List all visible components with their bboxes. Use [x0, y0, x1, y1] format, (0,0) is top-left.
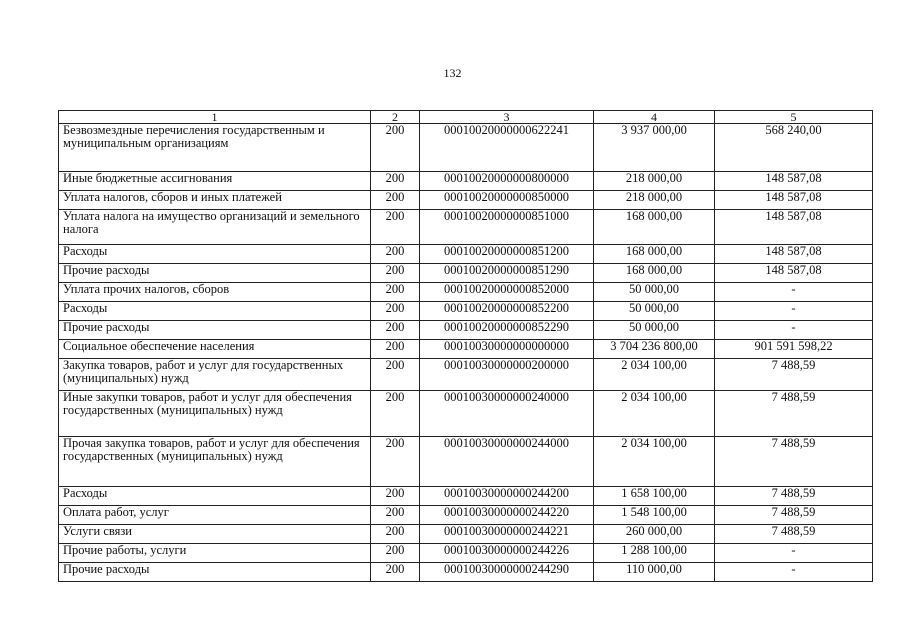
row-fact: 148 587,08 — [715, 210, 873, 245]
table-row — [59, 563, 873, 582]
row-code: 00010020000000852290 — [420, 321, 594, 340]
row-code: 00010030000000244226 — [420, 544, 594, 563]
row-code: 00010020000000851000 — [420, 210, 594, 245]
row-code: 00010020000000852200 — [420, 302, 594, 321]
row-code: 00010030000000240000 — [420, 391, 594, 437]
row-plan: 2 034 100,00 — [594, 359, 715, 391]
row-col2: 200 — [371, 172, 420, 191]
row-col2: 200 — [371, 525, 420, 544]
row-plan: 218 000,00 — [594, 191, 715, 210]
table-row — [59, 544, 873, 563]
row-name: Расходы — [59, 245, 371, 264]
row-name: Прочая закупка товаров, работ и услуг для обеспечения государственных (муниципальных) нужд — [59, 437, 371, 487]
row-fact: - — [715, 544, 873, 563]
row-fact: 148 587,08 — [715, 191, 873, 210]
row-fact: 7 488,59 — [715, 506, 873, 525]
row-plan: 3 937 000,00 — [594, 124, 715, 172]
row-name: Прочие работы, услуги — [59, 544, 371, 563]
table-row — [59, 525, 873, 544]
row-plan: 168 000,00 — [594, 264, 715, 283]
row-name: Услуги связи — [59, 525, 371, 544]
row-name: Закупка товаров, работ и услуг для государственных (муниципальных) нужд — [59, 359, 371, 391]
budget-table — [58, 110, 873, 582]
row-name: Социальное обеспечение населения — [59, 340, 371, 359]
table-row — [59, 391, 873, 437]
row-code: 00010020000000850000 — [420, 191, 594, 210]
row-name: Оплата работ, услуг — [59, 506, 371, 525]
header-col-3: 3 — [420, 111, 594, 124]
table-row — [59, 302, 873, 321]
row-fact: 7 488,59 — [715, 525, 873, 544]
row-col2: 200 — [371, 359, 420, 391]
row-col2: 200 — [371, 340, 420, 359]
row-code: 00010020000000800000 — [420, 172, 594, 191]
row-col2: 200 — [371, 302, 420, 321]
row-col2: 200 — [371, 544, 420, 563]
row-code: 00010020000000852000 — [420, 283, 594, 302]
row-name: Прочие расходы — [59, 321, 371, 340]
row-fact: 901 591 598,22 — [715, 340, 873, 359]
header-col-1: 1 — [59, 111, 371, 124]
row-code: 00010030000000244200 — [420, 487, 594, 506]
table-row — [59, 340, 873, 359]
row-code: 00010020000000851200 — [420, 245, 594, 264]
header-col-4: 4 — [594, 111, 715, 124]
row-col2: 200 — [371, 245, 420, 264]
row-col2: 200 — [371, 321, 420, 340]
row-plan: 50 000,00 — [594, 283, 715, 302]
row-plan: 260 000,00 — [594, 525, 715, 544]
table-row — [59, 210, 873, 245]
row-plan: 3 704 236 800,00 — [594, 340, 715, 359]
table-row — [59, 191, 873, 210]
row-fact: - — [715, 321, 873, 340]
row-code: 00010020000000622241 — [420, 124, 594, 172]
row-fact: 148 587,08 — [715, 245, 873, 264]
header-col-2: 2 — [371, 111, 420, 124]
row-plan: 1 288 100,00 — [594, 544, 715, 563]
row-plan: 218 000,00 — [594, 172, 715, 191]
row-code: 00010020000000851290 — [420, 264, 594, 283]
row-fact: 148 587,08 — [715, 172, 873, 191]
row-fact: - — [715, 302, 873, 321]
row-col2: 200 — [371, 487, 420, 506]
row-code: 00010030000000000000 — [420, 340, 594, 359]
row-name: Прочие расходы — [59, 563, 371, 582]
row-col2: 200 — [371, 191, 420, 210]
table-row — [59, 283, 873, 302]
row-plan: 2 034 100,00 — [594, 391, 715, 437]
row-col2: 200 — [371, 124, 420, 172]
row-name: Уплата налогов, сборов и иных платежей — [59, 191, 371, 210]
row-name: Расходы — [59, 487, 371, 506]
row-name: Безвозмездные перечисления государственным и муниципальным организациям — [59, 124, 371, 172]
row-fact: 7 488,59 — [715, 391, 873, 437]
table-row — [59, 487, 873, 506]
header-row — [59, 111, 873, 124]
row-name: Прочие расходы — [59, 264, 371, 283]
row-plan: 110 000,00 — [594, 563, 715, 582]
header-col-5: 5 — [715, 111, 873, 124]
row-fact: 7 488,59 — [715, 487, 873, 506]
row-col2: 200 — [371, 506, 420, 525]
row-code: 00010030000000244220 — [420, 506, 594, 525]
row-name: Иные закупки товаров, работ и услуг для обеспечения государственных (муниципальных) нужд — [59, 391, 371, 437]
row-fact: 568 240,00 — [715, 124, 873, 172]
row-col2: 200 — [371, 391, 420, 437]
row-fact: 7 488,59 — [715, 359, 873, 391]
row-col2: 200 — [371, 264, 420, 283]
row-name: Иные бюджетные ассигнования — [59, 172, 371, 191]
table-row — [59, 172, 873, 191]
row-plan: 50 000,00 — [594, 321, 715, 340]
row-plan: 50 000,00 — [594, 302, 715, 321]
row-fact: - — [715, 563, 873, 582]
row-name: Уплата прочих налогов, сборов — [59, 283, 371, 302]
row-name: Расходы — [59, 302, 371, 321]
table-row — [59, 245, 873, 264]
row-plan: 2 034 100,00 — [594, 437, 715, 487]
table-body — [59, 124, 873, 582]
row-col2: 200 — [371, 437, 420, 487]
page-number: 132 — [443, 66, 462, 80]
row-plan: 168 000,00 — [594, 245, 715, 264]
row-code: 00010030000000200000 — [420, 359, 594, 391]
row-plan: 1 658 100,00 — [594, 487, 715, 506]
row-plan: 1 548 100,00 — [594, 506, 715, 525]
row-name: Уплата налога на имущество организаций и земельного налога — [59, 210, 371, 245]
row-code: 00010030000000244221 — [420, 525, 594, 544]
row-col2: 200 — [371, 283, 420, 302]
row-code: 00010030000000244000 — [420, 437, 594, 487]
row-col2: 200 — [371, 563, 420, 582]
row-plan: 168 000,00 — [594, 210, 715, 245]
row-code: 00010030000000244290 — [420, 563, 594, 582]
table-row — [59, 359, 873, 391]
row-fact: - — [715, 283, 873, 302]
table-row — [59, 124, 873, 172]
table-row — [59, 506, 873, 525]
row-col2: 200 — [371, 210, 420, 245]
row-fact: 148 587,08 — [715, 264, 873, 283]
table-row — [59, 321, 873, 340]
table-row — [59, 437, 873, 487]
row-fact: 7 488,59 — [715, 437, 873, 487]
table-row — [59, 264, 873, 283]
